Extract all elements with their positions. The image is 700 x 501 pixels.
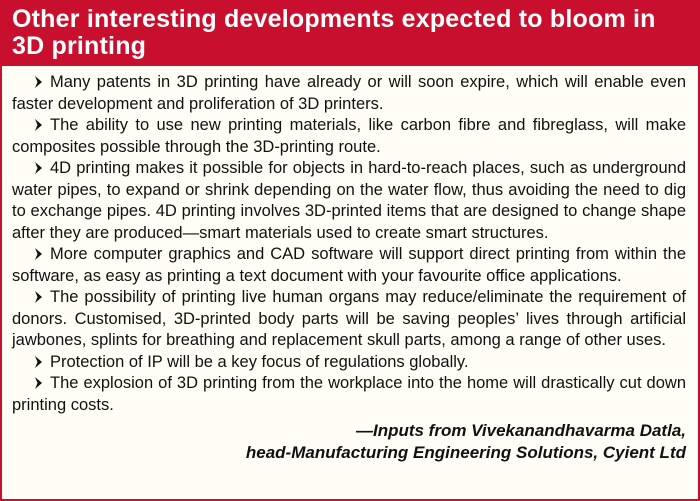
credit-line-2: head-Manufacturing Engineering Solutions, Cyient Ltd bbox=[245, 443, 686, 462]
list-item bbox=[12, 373, 686, 416]
list-item bbox=[12, 244, 686, 287]
arrow-right-icon bbox=[34, 115, 44, 137]
box-title: Other interesting developments expected to bloom in 3D printing bbox=[2, 2, 698, 66]
list-item-text: Many patents in 3D printing have already or will soon expire, which will enable even faster development and proliferation of 3D printers. bbox=[12, 73, 686, 113]
arrow-right-icon bbox=[34, 158, 44, 180]
credit bbox=[12, 420, 686, 464]
list-item-text: The ability to use new printing materials, like carbon fibre and fibreglass, will make composites possible through the 3D-printing route. bbox=[12, 116, 686, 156]
arrow-right-icon bbox=[34, 352, 44, 374]
list-item-text: 4D printing makes it possible for objects in hard-to-reach places, such as underground water pipes, to expand or shrink depending on the water flow, thus avoiding the need to dig to exchange pipes. 4D printing involves 3D-printed items that are designed to change shape after they are produced—smart materials used to create smart structures. bbox=[12, 159, 686, 242]
arrow-right-icon bbox=[34, 72, 44, 94]
list-item bbox=[12, 287, 686, 352]
list-item-text: Protection of IP will be a key focus of regulations globally. bbox=[50, 352, 469, 371]
box-content bbox=[2, 66, 698, 464]
arrow-right-icon bbox=[34, 373, 44, 395]
list-item bbox=[12, 72, 686, 115]
arrow-right-icon bbox=[34, 287, 44, 309]
list-item-text: The possibility of printing live human organs may reduce/eliminate the requirement of donors. Customised, 3D-printed body parts will be saving peoples’ lives through artificial jawbones, splints for breathing and replacement skull parts, among a range of other uses. bbox=[12, 288, 686, 349]
list-item bbox=[12, 352, 686, 374]
list-item bbox=[12, 115, 686, 158]
list-item-text: More computer graphics and CAD software will support direct printing from within the software, as easy as printing a text document with your favourite office applications. bbox=[12, 245, 686, 285]
list-item-text: The explosion of 3D printing from the workplace into the home will drastically cut down printing costs. bbox=[12, 374, 686, 414]
list-item bbox=[12, 158, 686, 244]
credit-line-1: —Inputs from Vivekanandhavarma Datla, bbox=[355, 421, 686, 440]
arrow-right-icon bbox=[34, 244, 44, 266]
